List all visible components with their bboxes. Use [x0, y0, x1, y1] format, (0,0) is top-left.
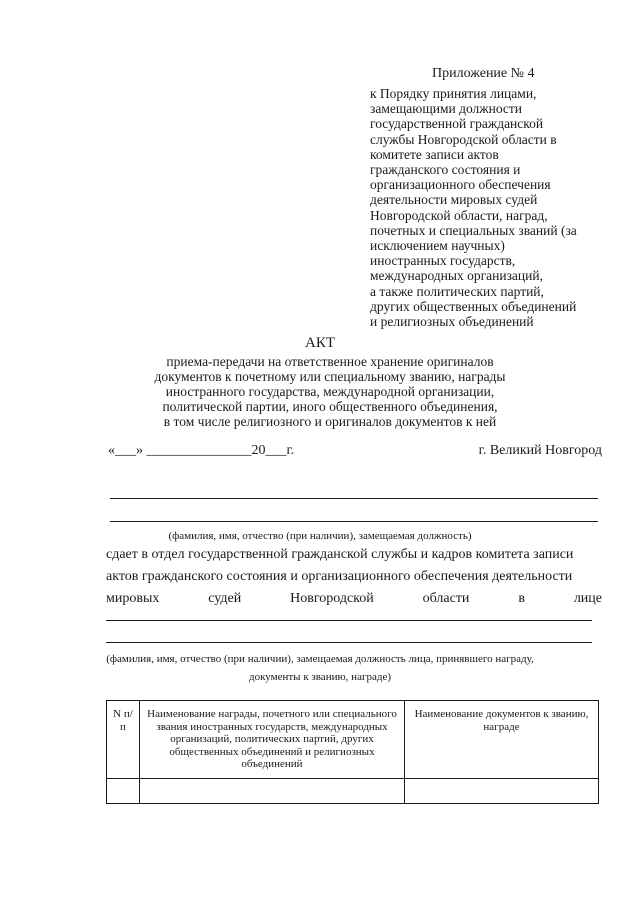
appendix-line: службы Новгородской области в: [370, 131, 557, 147]
receiver-caption-line2: документы к званию, награде): [249, 671, 391, 683]
act-subtitle-line: приема-передачи на ответственное хранение оригиналов: [166, 354, 494, 369]
receiver-caption-line1: (фамилия, имя, отчество (при наличии), замещаемая должность лица, принявшего награду,: [106, 653, 534, 665]
appendix-description: [370, 86, 632, 329]
appendix-line: иностранных государств,: [370, 253, 516, 269]
act-subtitle-line: в том числе религиозного и оригиналов документов к ней: [163, 414, 497, 429]
body-line: сдает в отдел государственной гражданской службы и кадров комитета записи: [106, 547, 574, 562]
body-word: судей: [208, 591, 242, 606]
appendix-line: и религиозных объединений: [370, 314, 534, 330]
appendix-line: почетных и специальных званий (за: [370, 222, 577, 238]
appendix-line: Новгородской области, наград,: [370, 207, 548, 223]
body-word: мировых: [106, 591, 160, 606]
person-caption: (фамилия, имя, отчество (при наличии), замещаемая должность): [168, 530, 472, 542]
act-subtitle-line: иностранного государства, международной организации,: [165, 384, 495, 399]
appendix-line: комитете записи актов: [370, 146, 499, 162]
receiver-fill-line[interactable]: [106, 620, 592, 621]
appendix-line: замещающими должности: [370, 101, 523, 117]
table-cell[interactable]: [107, 778, 140, 803]
table-cell[interactable]: [405, 778, 599, 803]
appendix-line: деятельности мировых судей: [370, 192, 538, 208]
body-line: актов гражданского состояния и организационного обеспечения деятельности: [106, 569, 573, 584]
act-title: АКТ: [305, 335, 335, 351]
act-subtitle: [120, 354, 540, 429]
header-documents: Наименование документов к званию, награде: [405, 701, 599, 779]
person-fill-line[interactable]: [110, 521, 598, 522]
body-word: области: [422, 591, 470, 606]
body-paragraph: [106, 544, 602, 610]
appendix-line: а также политических партий,: [370, 283, 544, 299]
body-word: в: [518, 591, 525, 606]
person-fill-line[interactable]: [110, 498, 598, 499]
awards-table: [106, 700, 599, 804]
appendix-line: исключением научных): [370, 238, 505, 254]
appendix-line: гражданского состояния и: [370, 162, 521, 178]
appendix-line: международных организаций,: [370, 268, 543, 284]
body-line-justified: [106, 588, 602, 610]
appendix-line: организационного обеспечения: [370, 177, 551, 193]
body-word: лице: [573, 591, 602, 606]
city-name: г. Великий Новгород: [478, 443, 602, 458]
appendix-line: к Порядку принятия лицами,: [370, 86, 537, 101]
table-header-row: [107, 701, 599, 779]
appendix-title: Приложение № 4: [432, 66, 535, 81]
appendix-line: других общественных объединений: [370, 298, 577, 314]
receiver-fill-line[interactable]: [106, 642, 592, 643]
body-word: Новгородской: [290, 591, 374, 606]
header-award-name: Наименование награды, почетного или специального звания иностранных государств, международных организаций, политических партий, других общественных объединений и религиозных объединений: [140, 701, 405, 779]
act-subtitle-line: политической партии, иного общественного объединения,: [162, 399, 498, 414]
appendix-line: государственной гражданской: [370, 116, 544, 132]
act-subtitle-line: документов к почетному или специальному званию, награды: [154, 369, 506, 384]
date-field[interactable]: «___» _______________20___г.: [108, 443, 295, 458]
table-cell[interactable]: [140, 778, 405, 803]
table-row: [107, 778, 599, 803]
header-number: N п/п: [107, 701, 140, 779]
